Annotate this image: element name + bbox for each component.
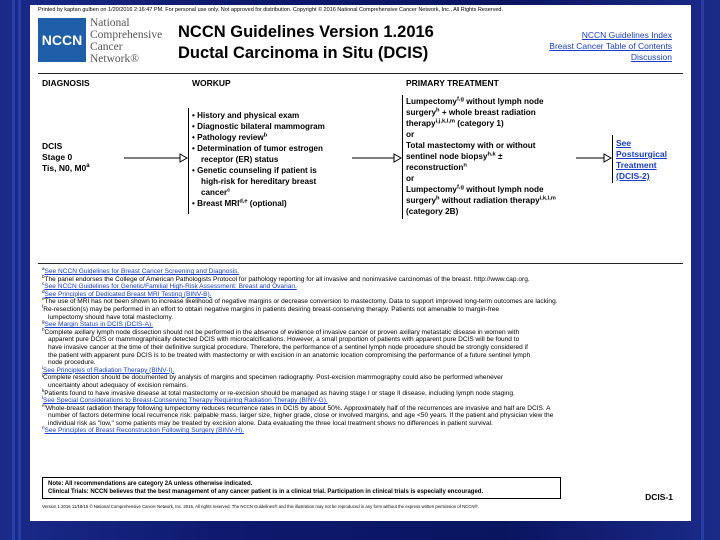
footnote-item (42, 402, 558, 413)
guideline-version-title: NCCN Guidelines Version 1.2016 (178, 23, 434, 41)
workup-list (192, 110, 325, 209)
footnote-text: apparent pure DCIS or mammographically detected DCIS with microcalcifications. However, a small proportion of patients with apparent pure DCIS will be found to (48, 336, 520, 344)
footnote-item (42, 394, 558, 405)
bullet-icon (192, 188, 199, 197)
logo-line: National (90, 17, 130, 29)
workup-bracket (188, 108, 189, 214)
footnote-marker: f (42, 303, 44, 309)
footnote-text: uncertainty about adequacy of excision remains. (48, 381, 189, 389)
workup-item: • Genetic counseling if patient is (192, 166, 317, 175)
workup-item: • Diagnostic bilateral mammogram (192, 122, 325, 131)
footnote-item (42, 359, 558, 367)
footnote-marker: i (42, 364, 44, 370)
footnote-marker: m (42, 402, 46, 408)
background-stripe (12, 0, 15, 540)
footnote-item (42, 326, 558, 337)
footnote-ref[interactable]: h (436, 195, 440, 202)
logo-line: Cancer (90, 41, 123, 53)
primary-treatment-list (406, 96, 556, 217)
treatment-line: reconstruction$^n$ (406, 162, 467, 172)
diagnosis-box (42, 141, 90, 174)
treatment-line: Total mastectomy with or without (406, 141, 536, 150)
footnote-marker: b (42, 273, 45, 279)
footnote-link[interactable]: See Principles of Radiation Therapy (BINV-I). (43, 366, 175, 374)
workup-item: • Pathology review$^b$ (192, 132, 268, 142)
footnote-item (42, 298, 558, 306)
footnote-link[interactable]: See Principles of Breast Reconstruction Following Surgery (BINV-H). (44, 427, 244, 435)
bullet-icon: • (192, 144, 198, 153)
discussion-link[interactable]: Discussion (630, 52, 672, 62)
footnote-ref[interactable]: a (86, 163, 90, 170)
background-stripe (701, 0, 704, 540)
workup-item: • History and physical exam (192, 111, 300, 120)
footnote-link[interactable]: See Margin Status in DCIS (DCIS-A). (44, 321, 153, 329)
footnotes-divider (38, 263, 683, 264)
footnote-ref[interactable]: n (463, 162, 467, 169)
footnote-text: node procedure. (48, 359, 96, 367)
arrow-icon (576, 153, 612, 163)
bullet-icon: • (192, 199, 198, 208)
treatment-line: (category 2B) (406, 207, 459, 216)
footnote-item (42, 318, 558, 329)
treatment-column-header: PRIMARY TREATMENT (406, 78, 499, 88)
treatment-line: surgery$^h$ without radiation therapy$^{i,k,l,m}$ (406, 195, 556, 205)
footnote-ref[interactable]: i,k,l,m (539, 195, 556, 202)
treatment-line: surgery$^h$ + whole breast radiation (406, 107, 536, 117)
treatment-bracket (402, 95, 403, 219)
footnote-ref[interactable]: b (263, 132, 268, 139)
workup-item: receptor (ER) status (192, 154, 325, 165)
nccn-logo: NCCN (38, 18, 86, 62)
table-of-contents-link[interactable]: Breast Cancer Table of Contents (549, 41, 672, 51)
footnote-ref[interactable]: f,g (456, 96, 464, 103)
footnote-ref[interactable]: h (436, 107, 440, 114)
bullet-icon (192, 177, 199, 186)
treatment-line: or (406, 130, 415, 139)
footnote-text: The panel endorses the College of American Pathologists Protocol for pathology reporting for all invasive and noninvasive carcinomas of the breast. http://www.cap.org. (44, 275, 530, 283)
footnote-ref[interactable]: f,g (456, 184, 464, 191)
footnote-text: Patients found to have invasive disease at total mastectomy or re-excision should be managed as having stage I or stage II disease, including lymph node staging. (44, 389, 515, 397)
page-title: Ductal Carcinoma in Situ (DCIS) (178, 44, 429, 62)
footnote-marker: g (42, 318, 45, 324)
footnote-item (42, 352, 558, 360)
footnote-text: The use of MRI has not been shown to increase likelihood of negative margins or decrease conversion to mastectomy. Data to support improved long-term outcomes are lacking. (44, 298, 558, 306)
footnote-marker: k (42, 387, 45, 393)
workup-item: cancer$^c$ (192, 187, 325, 198)
arrow-icon (352, 153, 402, 163)
footnote-item (42, 374, 558, 382)
bullet-icon: • (192, 166, 198, 175)
footnotes (42, 265, 558, 435)
footnote-item (42, 427, 558, 435)
footer-copyright: Version 1.2016 11/18/15 © National Comprehensive Cancer Network, Inc. 2015, All rights reserved. The NCCN Guidelines® and this illustration may not be reproduced in any form without the express written permission of NCCN®. (42, 504, 479, 509)
footnote-marker: j (42, 372, 44, 378)
footnote-text: lumpectomy should have total mastectomy. (48, 313, 174, 321)
footnote-marker: a (42, 265, 45, 271)
top-links (549, 30, 672, 63)
footnote-link[interactable]: See NCCN Guidelines for Breast Cancer Screening and Diagnosis. (44, 268, 240, 275)
logo-wordmark (90, 17, 162, 65)
footnote-marker: h (42, 326, 45, 332)
footnote-item (42, 412, 558, 420)
footnote-item (42, 344, 558, 352)
footnote-ref[interactable]: h,k (487, 151, 496, 158)
diagnosis-line: Tis, N0, M0$^a$ (42, 163, 90, 173)
footnote-text: individual risk as "low," some patients may be treated by excision alone. Data evaluating the three local treatment shows no differences in patient survival. (48, 419, 493, 427)
footnote-text: have invasive cancer at the time of their definitive surgical procedure. Therefore, the performance of a sentinel lymph node procedure should be strongly considered if (48, 343, 528, 351)
footnote-text: Re-resection(s) may be performed in an effort to obtain negative margins in patients desiring breast-conserving therapy. Patients not amenable to margin-free (43, 305, 500, 313)
diagnosis-column-header: DIAGNOSIS (42, 78, 90, 88)
footnote-marker: d (42, 288, 45, 294)
footnote-ref[interactable]: c (227, 187, 231, 194)
treatment-line: Lumpectomy$^{f,g}$ without lymph node (406, 184, 544, 194)
footnote-marker: l (42, 394, 44, 400)
guidelines-index-link[interactable]: NCCN Guidelines Index (581, 30, 672, 40)
bullet-icon: • (192, 111, 198, 120)
diagnosis-line: Stage 0 (42, 152, 73, 162)
bullet-icon (192, 155, 199, 164)
treatment-line: Lumpectomy$^{f,g}$ without lymph node (406, 96, 544, 106)
header-divider (38, 73, 683, 74)
footnote-item (42, 283, 558, 291)
bullet-icon: • (192, 133, 198, 142)
logo-line: Comprehensive (90, 29, 163, 41)
diagnosis-line: DCIS (42, 141, 63, 151)
followup-bracket (612, 135, 613, 183)
footnote-item (42, 336, 558, 344)
logo-line: Network® (90, 53, 139, 65)
treatment-line: therapy$^{i,j,k,l,m}$ (category 1) (406, 118, 504, 128)
treatment-line: or (406, 174, 415, 183)
footnote-link[interactable]: See Special Considerations to Breast-Conserving Therapy Requiring Radiation Therapy (BINV-G). (43, 397, 328, 405)
footnote-text: number of factors determine local recurrence risk: palpable mass, larger size, higher grade, close or involved margins, and age <50 years. If the patient and physician view the (48, 412, 554, 420)
bullet-icon: • (192, 122, 198, 131)
footnote-marker: c (42, 281, 45, 287)
footnote-text: Complete resection should be documented by analysis of margins and specimen radiography. Post-excision mammography could also be performed whenever (43, 374, 503, 382)
workup-item: • Determination of tumor estrogen (192, 144, 324, 153)
footnote-link[interactable]: See NCCN Guidelines for Genetic/Familial High-Risk Assessment: Breast and Ovarian. (44, 283, 297, 291)
footnote-ref[interactable]: d,e (239, 198, 248, 205)
postsurgical-treatment-link[interactable]: See Postsurgical Treatment (DCIS-2) (616, 138, 668, 181)
print-notice: Printed by kaptan gulben on 1/20/2016 2:16:47 PM. For personal use only. Not approved for distribution. Copyright © 2016 National Comprehensive Cancer Network, Inc., All Rights Reserved. (38, 7, 503, 13)
workup-item: high-risk for hereditary breast (192, 176, 325, 187)
footnote-marker: n (42, 425, 45, 431)
note-line: Clinical Trials: NCCN believes that the best management of any cancer patient is in a clinical trial. Participation in clinical trials is especially encouraged. (48, 489, 484, 495)
treatment-line: sentinel node biopsy$^{h,k}$ ± (406, 151, 503, 161)
workup-column-header: WORKUP (192, 78, 231, 88)
background-stripe (18, 0, 21, 540)
footnote-text: Complete axillary lymph node dissection should not be performed in the absence of evidence of invasive cancer or proven axillary metastatic disease in women with (44, 328, 520, 336)
page-id: DCIS-1 (645, 492, 673, 502)
note-box (42, 477, 561, 499)
footnote-item (42, 303, 558, 314)
arrow-icon (124, 153, 188, 163)
note-line: Note: All recommendations are category 2A unless otherwise indicated. (48, 481, 253, 487)
guideline-page (30, 5, 691, 521)
workup-item: • Breast MRI$^{d,e}$ (optional) (192, 198, 287, 208)
footnote-link[interactable]: See Principles of Dedicated Breast MRI Testing (BINV-B). (44, 290, 212, 298)
footnote-ref[interactable]: i,j,k,l,m (435, 118, 456, 125)
footnote-text: Whole-breast radiation therapy following lumpectomy reduces recurrence rates in DCIS by about 50%. Approximately half of the recurrences are invasive and half are DCIS. A (45, 404, 551, 412)
footnote-text: the patient with apparent pure DCIS is to be treated with mastectomy or with excision in an anatomic location compromising the performance of a future sentinel lymph (48, 351, 531, 359)
footnote-marker: e (42, 296, 45, 302)
footnote-item (42, 387, 558, 398)
